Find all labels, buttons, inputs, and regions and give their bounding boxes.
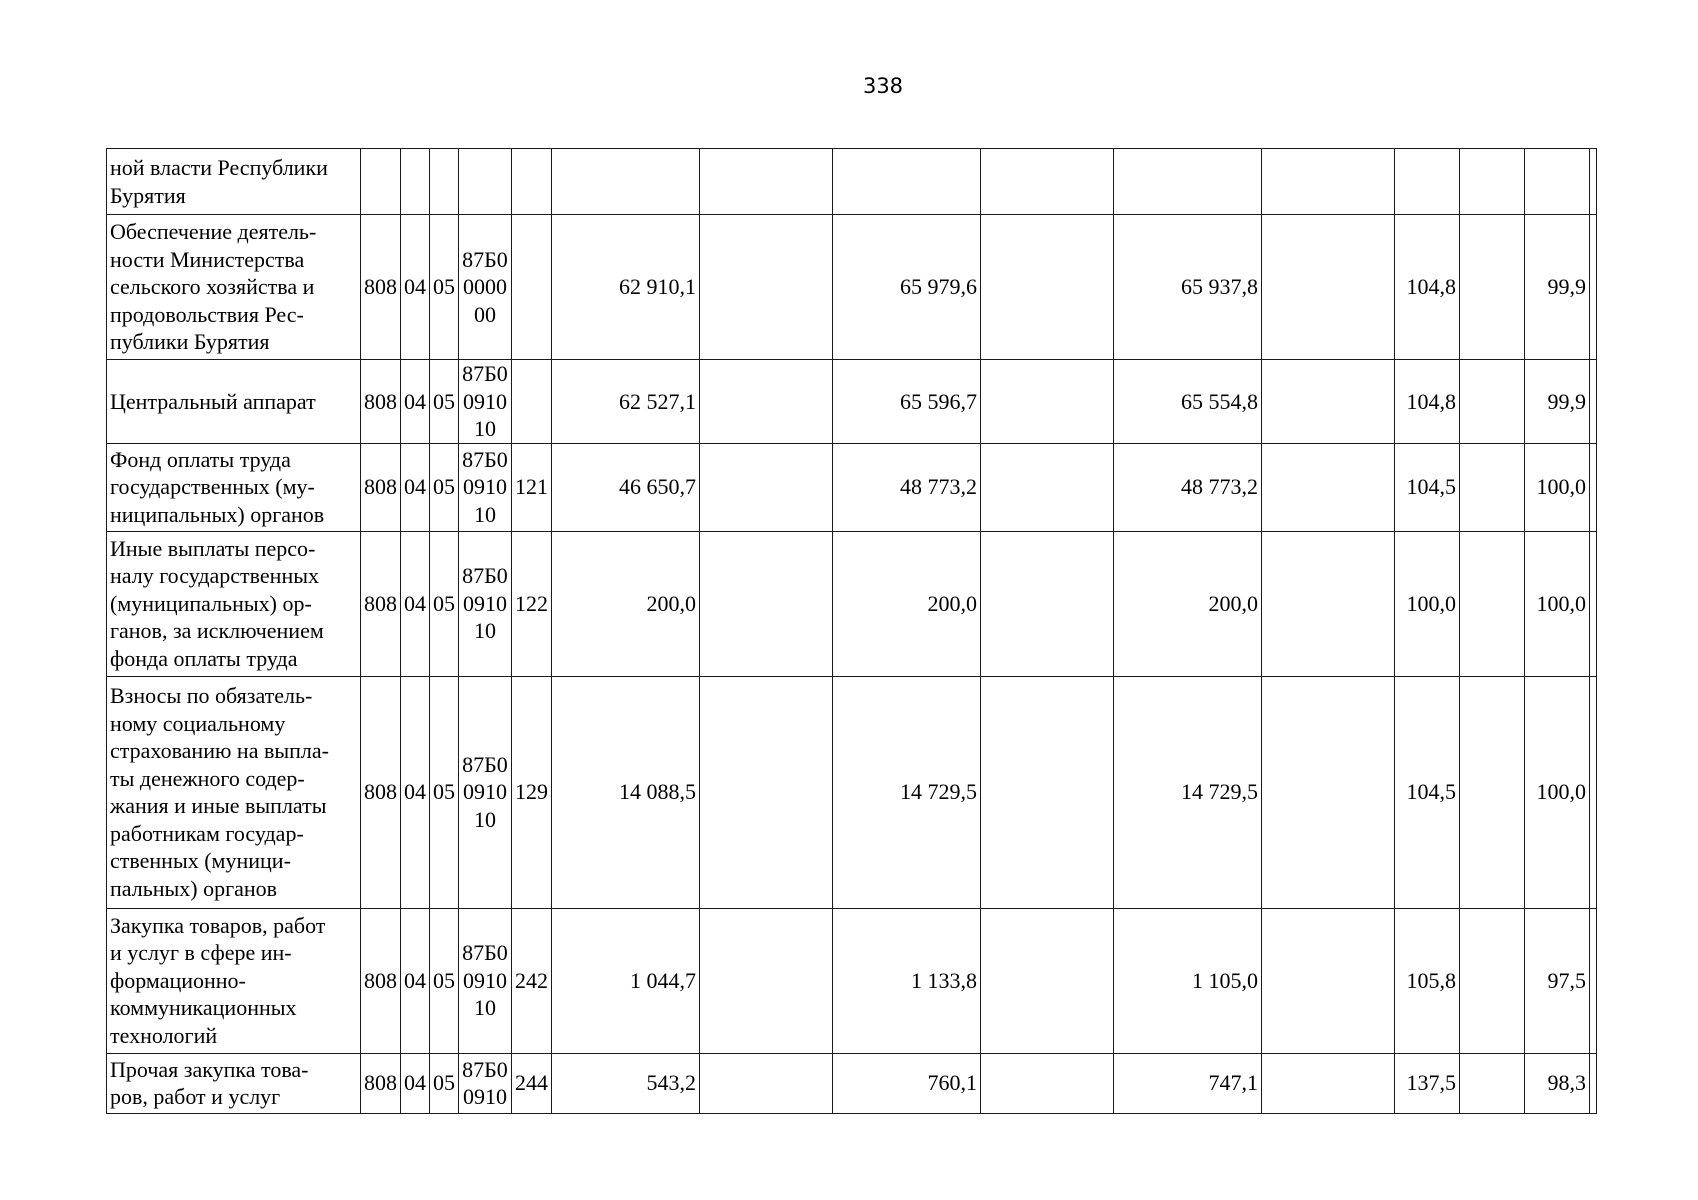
section-code [401, 149, 430, 215]
row-name: Обеспечение деятель- ности Министерства сельского хозяйства и продовольствия Рес- публики Бурятия [107, 215, 361, 360]
row-name: Центральный аппарат [107, 360, 361, 444]
amount-1: 1 044,7 [552, 908, 700, 1053]
subsection-code: 05 [430, 443, 459, 531]
amount-5: 65 937,8 [1114, 215, 1262, 360]
section-code: 04 [401, 531, 430, 676]
section-code: 04 [401, 215, 430, 360]
amount-3: 48 773,2 [833, 443, 981, 531]
section-code: 04 [401, 1053, 430, 1113]
amount-4 [981, 215, 1114, 360]
percent-2 [1460, 908, 1525, 1053]
amount-1: 62 910,1 [552, 215, 700, 360]
percent-1: 104,5 [1395, 676, 1460, 908]
target-item-code: 87Б0 0910 [459, 1053, 512, 1113]
percent-3: 98,3 [1525, 1053, 1590, 1113]
amount-3: 760,1 [833, 1053, 981, 1113]
table-row [107, 215, 1597, 360]
percent-1: 104,8 [1395, 215, 1460, 360]
amount-5: 1 105,0 [1114, 908, 1262, 1053]
amount-4 [981, 908, 1114, 1053]
subsection-code [430, 149, 459, 215]
percent-3: 99,9 [1525, 360, 1590, 444]
amount-2 [700, 149, 833, 215]
table-row [107, 676, 1597, 908]
amount-3: 65 979,6 [833, 215, 981, 360]
amount-1: 62 527,1 [552, 360, 700, 444]
percent-1: 137,5 [1395, 1053, 1460, 1113]
department-code: 808 [361, 1053, 401, 1113]
expense-type-code [512, 215, 552, 360]
percent-2 [1460, 1053, 1525, 1113]
expense-type-code: 122 [512, 531, 552, 676]
table-row [107, 1053, 1597, 1113]
department-code: 808 [361, 360, 401, 444]
percent-1: 104,5 [1395, 443, 1460, 531]
table-row [107, 360, 1597, 444]
percent-1 [1395, 149, 1460, 215]
amount-4 [981, 1053, 1114, 1113]
subsection-code: 05 [430, 1053, 459, 1113]
department-code: 808 [361, 443, 401, 531]
expense-type-code [512, 149, 552, 215]
amount-6 [1262, 215, 1395, 360]
amount-6 [1262, 531, 1395, 676]
department-code [361, 149, 401, 215]
row-name: ной власти Республики Бурятия [107, 149, 361, 215]
amount-4 [981, 149, 1114, 215]
percent-3: 99,9 [1525, 215, 1590, 360]
percent-1: 104,8 [1395, 360, 1460, 444]
amount-5: 747,1 [1114, 1053, 1262, 1113]
row-name: Прочая закупка това- ров, работ и услуг [107, 1053, 361, 1113]
amount-6 [1262, 1053, 1395, 1113]
target-item-code: 87Б0 0910 10 [459, 360, 512, 444]
table-row [107, 531, 1597, 676]
subsection-code: 05 [430, 908, 459, 1053]
expense-type-code [512, 360, 552, 444]
amount-3: 65 596,7 [833, 360, 981, 444]
amount-5: 48 773,2 [1114, 443, 1262, 531]
percent-3: 97,5 [1525, 908, 1590, 1053]
subsection-code: 05 [430, 360, 459, 444]
percent-2 [1460, 149, 1525, 215]
amount-3: 1 133,8 [833, 908, 981, 1053]
row-name: Фонд оплаты труда государственных (му- ниципальных) органов [107, 443, 361, 531]
trailing-cell [1590, 531, 1597, 676]
department-code: 808 [361, 531, 401, 676]
table-row [107, 908, 1597, 1053]
row-name: Иные выплаты персо- налу государственных (муниципальных) ор- ганов, за исключением фонда оплаты труда [107, 531, 361, 676]
amount-4 [981, 531, 1114, 676]
row-name: Взносы по обязатель- ному социальному страхованию на выпла- ты денежного содер- жания и иные выплаты работникам государ- ственных (муници- пальных) органов [107, 676, 361, 908]
subsection-code: 05 [430, 531, 459, 676]
section-code: 04 [401, 676, 430, 908]
table-row [107, 149, 1597, 215]
amount-2 [700, 531, 833, 676]
trailing-cell [1590, 443, 1597, 531]
department-code: 808 [361, 215, 401, 360]
trailing-cell [1590, 215, 1597, 360]
trailing-cell [1590, 1053, 1597, 1113]
amount-3: 200,0 [833, 531, 981, 676]
amount-2 [700, 908, 833, 1053]
section-code: 04 [401, 908, 430, 1053]
percent-3: 100,0 [1525, 531, 1590, 676]
amount-2 [700, 1053, 833, 1113]
target-item-code: 87Б0 0910 10 [459, 908, 512, 1053]
trailing-cell [1590, 149, 1597, 215]
amount-1: 46 650,7 [552, 443, 700, 531]
department-code: 808 [361, 676, 401, 908]
department-code: 808 [361, 908, 401, 1053]
amount-4 [981, 443, 1114, 531]
trailing-cell [1590, 908, 1597, 1053]
amount-6 [1262, 443, 1395, 531]
target-item-code [459, 149, 512, 215]
amount-6 [1262, 908, 1395, 1053]
table-row [107, 443, 1597, 531]
amount-4 [981, 360, 1114, 444]
amount-1 [552, 149, 700, 215]
amount-6 [1262, 149, 1395, 215]
budget-table [106, 148, 1597, 1114]
trailing-cell [1590, 360, 1597, 444]
amount-2 [700, 360, 833, 444]
percent-2 [1460, 531, 1525, 676]
amount-5: 200,0 [1114, 531, 1262, 676]
subsection-code: 05 [430, 676, 459, 908]
amount-3 [833, 149, 981, 215]
percent-2 [1460, 443, 1525, 531]
section-code: 04 [401, 443, 430, 531]
amount-3: 14 729,5 [833, 676, 981, 908]
amount-1: 543,2 [552, 1053, 700, 1113]
amount-4 [981, 676, 1114, 908]
amount-2 [700, 215, 833, 360]
expense-type-code: 129 [512, 676, 552, 908]
amount-1: 200,0 [552, 531, 700, 676]
target-item-code: 87Б0 0910 10 [459, 443, 512, 531]
subsection-code: 05 [430, 215, 459, 360]
page-number: 338 [862, 74, 904, 98]
amount-5 [1114, 149, 1262, 215]
percent-2 [1460, 360, 1525, 444]
target-item-code: 87Б0 0910 10 [459, 531, 512, 676]
percent-1: 105,8 [1395, 908, 1460, 1053]
amount-6 [1262, 676, 1395, 908]
amount-5: 65 554,8 [1114, 360, 1262, 444]
amount-1: 14 088,5 [552, 676, 700, 908]
section-code: 04 [401, 360, 430, 444]
percent-3 [1525, 149, 1590, 215]
amount-2 [700, 676, 833, 908]
expense-type-code: 242 [512, 908, 552, 1053]
expense-type-code: 121 [512, 443, 552, 531]
percent-1: 100,0 [1395, 531, 1460, 676]
percent-3: 100,0 [1525, 443, 1590, 531]
target-item-code: 87Б0 0910 10 [459, 676, 512, 908]
amount-6 [1262, 360, 1395, 444]
percent-2 [1460, 215, 1525, 360]
expense-type-code: 244 [512, 1053, 552, 1113]
target-item-code: 87Б0 0000 00 [459, 215, 512, 360]
trailing-cell [1590, 676, 1597, 908]
amount-2 [700, 443, 833, 531]
percent-2 [1460, 676, 1525, 908]
amount-5: 14 729,5 [1114, 676, 1262, 908]
row-name: Закупка товаров, работ и услуг в сфере ин- формационно- коммуникационных технологий [107, 908, 361, 1053]
percent-3: 100,0 [1525, 676, 1590, 908]
